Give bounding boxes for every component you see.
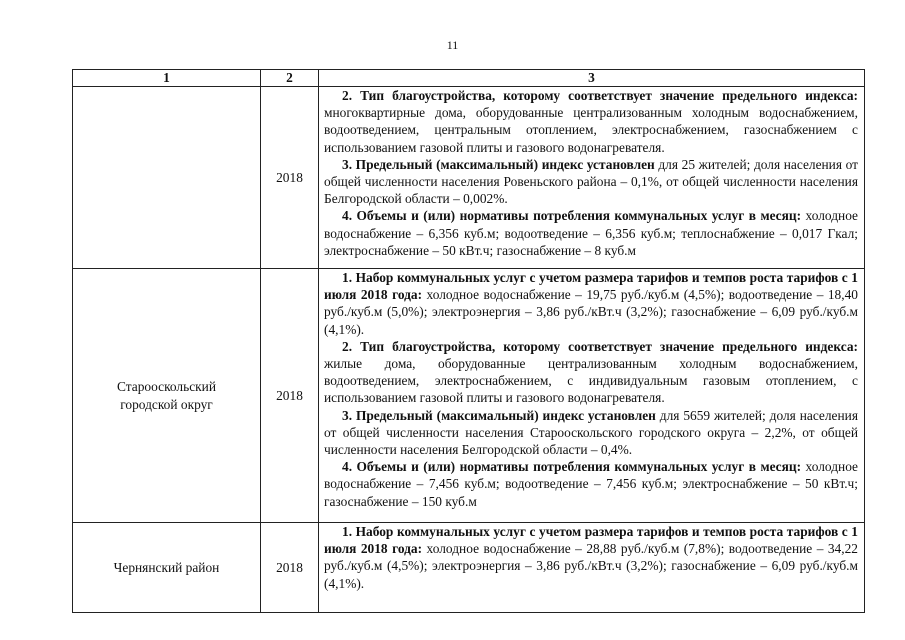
description-cell	[319, 87, 865, 269]
paragraph: 4. Объемы и (или) нормативы потребления коммунальных услуг в месяц: холодное водоснабжение – 7,456 куб.м; водоотведение – 7,456 куб.м; электроснабжение – 50 кВт.ч; газоснабжение – 150 куб.м	[324, 459, 858, 509]
paragraph: 4. Объемы и (или) нормативы потребления коммунальных услуг в месяц: холодное водоснабжение – 6,356 куб.м; водоотведение – 6,356 куб.м; теплоснабжение – 0,017 Гкал; электроснабжение – 50 кВт.ч; газоснабжение – 8 куб.м	[324, 208, 858, 258]
table-row	[73, 269, 865, 523]
region-cell: Старооскольский городской округ	[73, 269, 261, 523]
paragraph: 1. Набор коммунальных услуг с учетом размера тарифов и темпов роста тарифов с 1 июля 2018 года: холодное водоснабжение – 19,75 руб./куб.м (4,5%); водоотведение – 18,40 руб./куб.м (5,0%); электроэнергия – 3,86 руб./кВт.ч (3,2%); газоснабжение – 6,09 руб./куб.м (4,1%).	[324, 270, 858, 337]
page-number: 11	[446, 38, 459, 52]
column-header-2: 2	[261, 70, 319, 87]
region-cell	[73, 87, 261, 269]
column-header-3: 3	[319, 70, 865, 87]
region-cell: Чернянский район	[73, 523, 261, 613]
paragraph: 3. Предельный (максимальный) индекс установлен для 5659 жителей; доля населения от общей численности населения Старооскольского городского округа – 2,2%, от общей численности населения Белгородской области – 0,4%.	[324, 407, 858, 458]
paragraph: 2. Тип благоустройства, которому соответствует значение предельного индекса: жилые дома, оборудованные централизованным холодным водоснабжением, водоотведением, электроснабжением, с индивидуальным газовым отоплением, с использованием газовой плиты и газового водонагревателя.	[324, 338, 858, 406]
year-cell: 2018	[261, 269, 319, 523]
table-row	[73, 523, 865, 613]
tariff-table	[72, 69, 865, 613]
year-cell: 2018	[261, 87, 319, 269]
year-cell: 2018	[261, 523, 319, 613]
paragraph: 2. Тип благоустройства, которому соответствует значение предельного индекса: многоквартирные дома, оборудованные централизованным холодным водоснабжением, водоотведением, центральным отоплением, электроснабжением, газоснабжением с использованием газовой плиты и газового водонагревателя.	[324, 88, 858, 155]
paragraph: 1. Набор коммунальных услуг с учетом размера тарифов и темпов роста тарифов с 1 июля 2018 года: холодное водоснабжение – 28,88 руб./куб.м (7,8%); водоотведение – 34,22 руб./куб.м (4,5%); электроэнергия – 3,86 руб./кВт.ч (3,2%); газоснабжение – 6,09 руб./куб.м (4,1%).	[324, 524, 858, 591]
table-row	[73, 87, 865, 269]
description-cell	[319, 269, 865, 523]
column-header-1: 1	[73, 70, 261, 87]
description-cell	[319, 523, 865, 613]
table-header-row	[73, 70, 865, 87]
paragraph: 3. Предельный (максимальный) индекс установлен для 25 жителей; доля населения от общей численности населения Ровеньского района – 0,1%, от общей численности населения Белгородской области – 0,002%.	[324, 156, 858, 207]
